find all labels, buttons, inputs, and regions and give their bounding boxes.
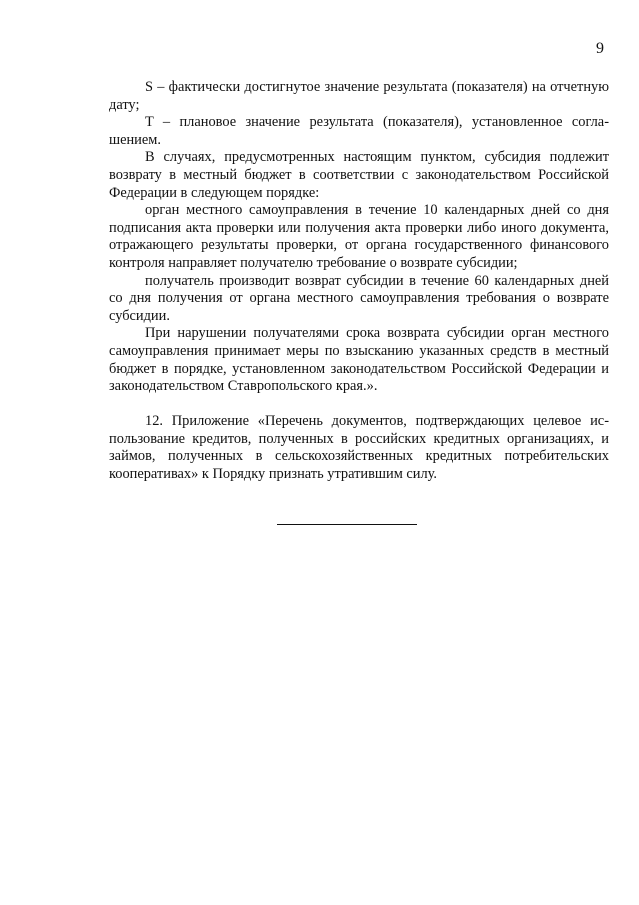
paragraph-return-order: В случаях, предусмотренных настоящим пунктом, субсидия подлежит возврату в местный бюджет в соответствии с законодательством Российской Федерации в следующем порядке: (109, 149, 609, 201)
paragraph-s-definition: S – фактически достигнутое значение результата (показателя) на отчетную дату; (109, 79, 609, 113)
paragraph-recipient-return: получатель производит возврат субсидии в течение 60 календарных дней со дня получения от органа местного самоуправления требования о возврате субсидии. (109, 272, 609, 324)
paragraph-violation-measures: При нарушении получателями срока возврата субсидии орган местного самоуправления принимает меры по взысканию указанных средств в местный бюджет в порядке, установленном законодательством Российской Федерации и законодательством Ставропольского края.». (109, 325, 609, 395)
paragraph-t-definition: T – плановое значение результата (показателя), установленное соглашением. (109, 114, 609, 148)
paragraph-item-12: 12. Приложение «Перечень документов, подтверждающих целевое использование кредитов, полученных в российских кредитных организациях, и займов, полученных в сельскохозяйственных кредитных потребительских кооперативах» к Порядку признать утратившим силу. (109, 413, 609, 483)
paragraph-authority-demand: орган местного самоуправления в течение 10 календарных дней со дня подписания акта проверки или получения акта проверки либо иного документа, отражающего результаты проверки, от органа государственного финансового контроля направляет получателю требование о возврате субсидии; (109, 202, 609, 271)
closing-separator-line (277, 524, 417, 525)
document-body (109, 79, 609, 484)
page-number: 9 (596, 40, 604, 57)
